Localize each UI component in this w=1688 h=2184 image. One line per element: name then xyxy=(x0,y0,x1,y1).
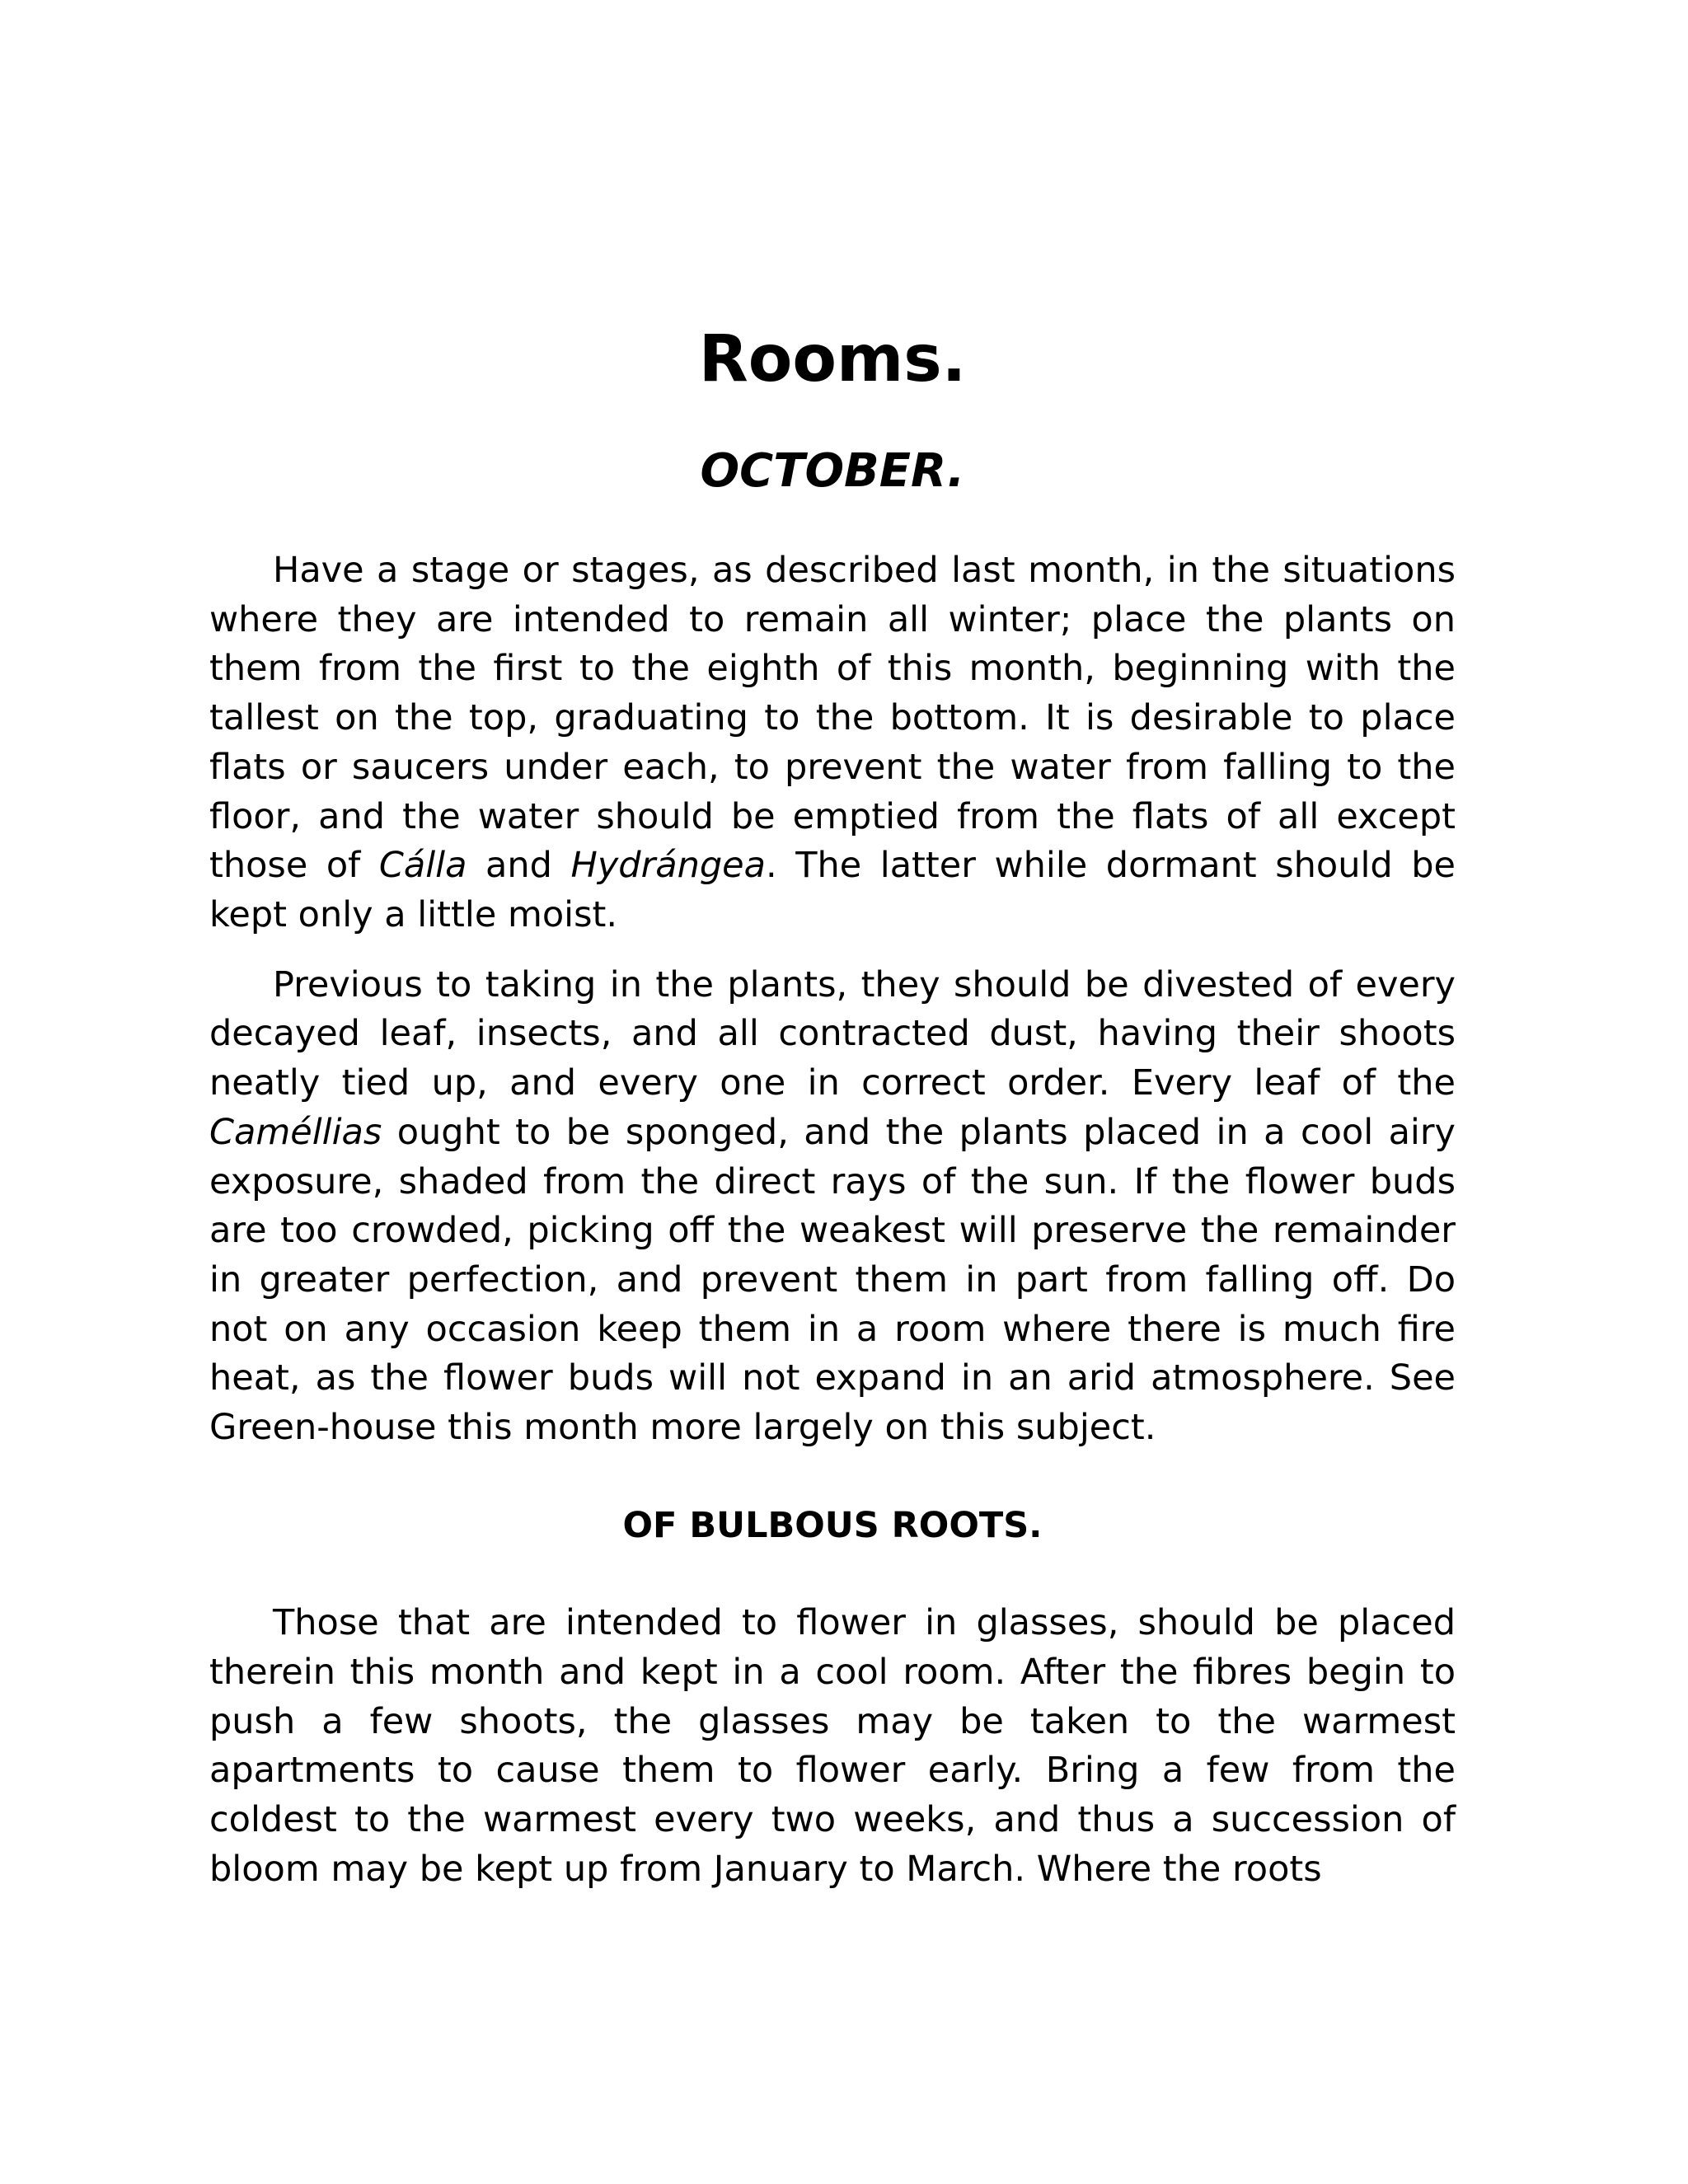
plant-name-calla: Cálla xyxy=(378,845,467,887)
section-heading: OF BULBOUS ROOTS. xyxy=(622,1504,1043,1546)
month-heading: OCTOBER. xyxy=(700,443,965,498)
paragraph-text: . The latter while dormant should be kept only a little moist. xyxy=(209,845,1456,935)
paragraph-text: Have a stage or stages, as described last month, in the situations where they are intended to remain all winter; place the plants on them from the first to the eighth of this month, beginning with the tallest on the top, graduating to the bottom. It is desirable to place flats or saucers under each, to prevent the water from falling to the floor, and the water should be emptied from the flats of all except those of xyxy=(209,550,1456,887)
body-paragraph xyxy=(209,961,1456,1453)
body-paragraph xyxy=(209,546,1456,940)
body-paragraph: Those that are intended to flower in glasses, should be placed therein this month and kept in a cool room. After the fibres begin to push a few shoots, the glasses may be taken to the warmest apartments to cause them to flower early. Bring a few from the coldest to the warmest every two weeks, and thus a succession of bloom may be kept up from January to March. Where the roots xyxy=(209,1602,1456,1890)
paragraph-text: Previous to taking in the plants, they should be divested of every decayed leaf, insects, and all contracted dust, having their shoots neatly tied up, and every one in correct order. Every leaf of the xyxy=(209,963,1456,1104)
plant-name-hydrangea: Hydrángea xyxy=(570,845,766,887)
page-content xyxy=(209,323,1456,1894)
paragraph-text: ought to be sponged, and the plants placed in a cool airy exposure, shaded from the direct rays of the sun. If the flower buds are too crowded, picking off the weakest will preserve the remainder in greater perfection, and prevent them in part from falling off. Do not on any occasion keep them in a room where there is much fire heat, as the flower buds will not expand in an arid atmosphere. See Green-house this month more largely on this subject. xyxy=(209,1111,1456,1449)
paragraph-text: and xyxy=(467,845,571,887)
plant-name-camellias: Caméllias xyxy=(209,1111,382,1153)
page-title: Rooms. xyxy=(698,322,967,396)
